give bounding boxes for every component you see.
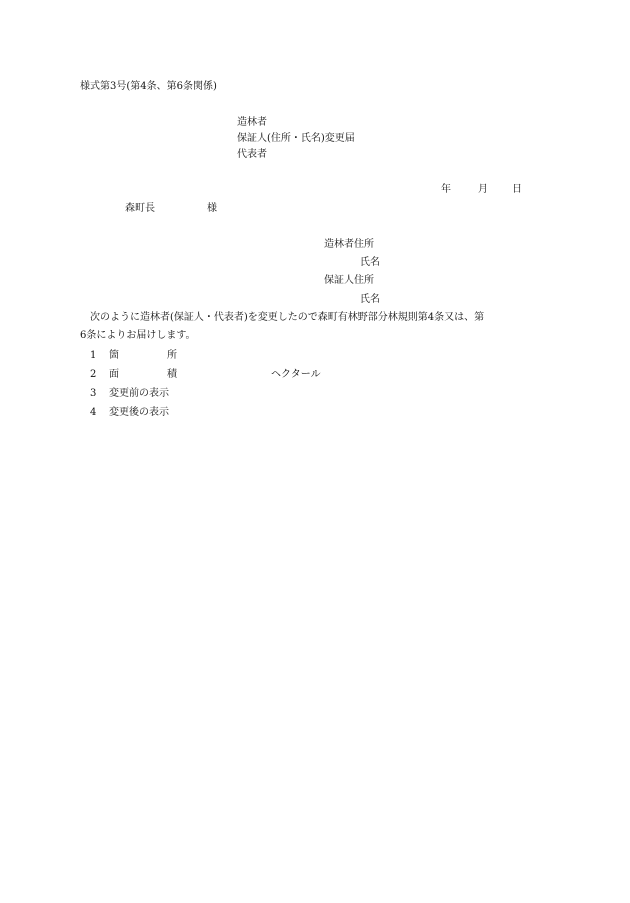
addressee-honorific: 様 [207,203,217,214]
item-3-label: 変更前の表示 [109,388,169,399]
item-2-label-b: 積 [167,369,177,380]
item-3-number: 3 [90,388,97,399]
planter-name-label: 氏名 [360,257,380,268]
form-number: 様式第3号(第4条、第6条関係) [80,81,217,92]
guarantor-name-label: 氏名 [360,294,380,305]
item-2-number: 2 [90,369,97,380]
title-line-planter: 造林者 [237,117,267,128]
item-4-number: 4 [90,407,97,418]
guarantor-address-label: 保証人住所 [324,275,374,286]
addressee-name: 森町長 [125,203,155,214]
body-text-line-2: 6条によりお届けします。 [80,330,196,341]
item-1-label-a: 箇 [109,350,119,361]
item-1-label-b: 所 [167,350,177,361]
item-2-unit: ヘクタール [271,369,321,380]
date-month: 月 [478,184,488,195]
planter-address-label: 造林者住所 [324,239,374,250]
date-year: 年 [441,184,451,195]
body-text-line-1: 次のように造林者(保証人・代表者)を変更したので森町有林野部分林規則第4条又は、第 [90,312,485,323]
item-2-label-a: 面 [109,369,119,380]
item-1-number: 1 [90,350,97,361]
date-day: 日 [512,184,522,195]
item-4-label: 変更後の表示 [109,407,169,418]
title-line-guarantor: 保証人(住所・氏名)変更届 [237,133,355,144]
title-line-representative: 代表者 [237,149,267,160]
